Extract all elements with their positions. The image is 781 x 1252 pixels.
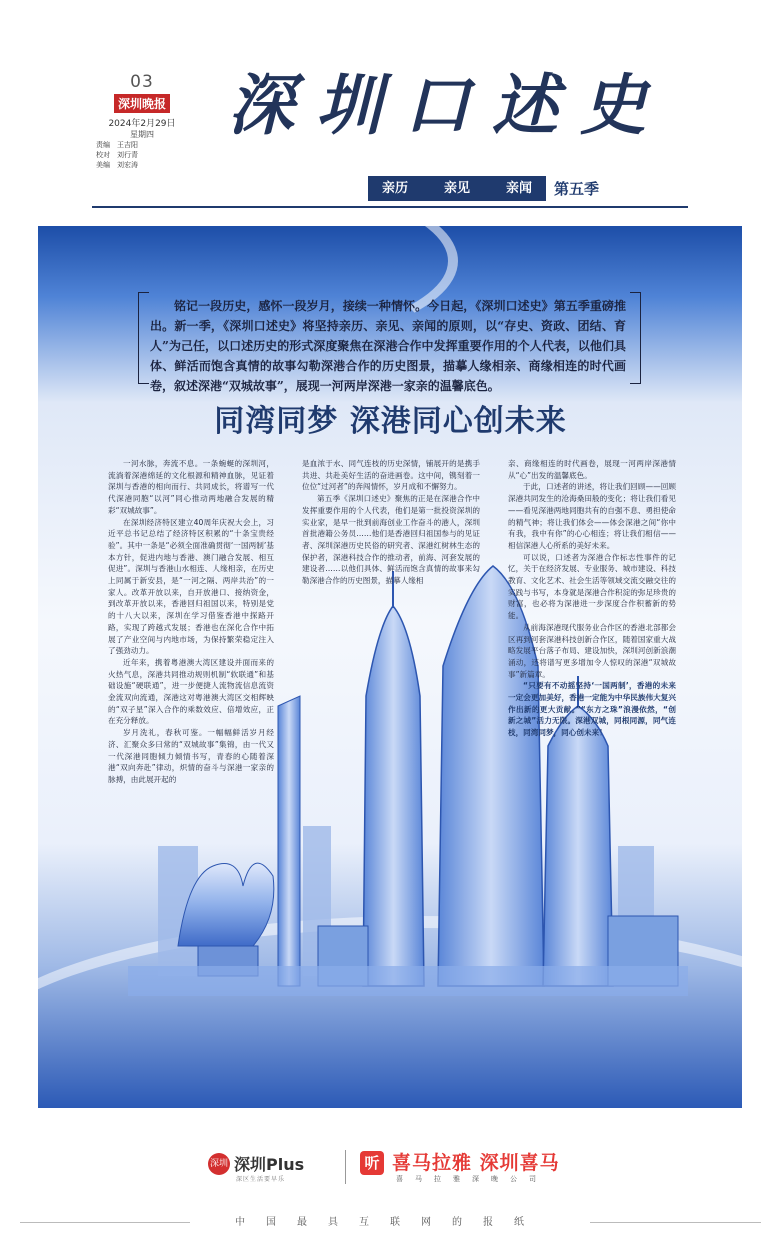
tag-item: 亲历 (382, 181, 409, 196)
credit-line: 美编 刘宏涛 (96, 161, 138, 169)
footer-slogan: 中国最具互联网的报纸 (190, 1213, 590, 1228)
editor-credits (96, 140, 190, 170)
paragraph: 第五季《深圳口述史》聚焦的正是在深港合作中发挥重要作用的个人代表，他们是第一批投资深圳的实业家，是早一批到前海创业工作奋斗的港人，深圳首批港籍公务员……他们是香港回归祖国参与的见证者、深圳深港历史民俗的研究者、深港红树林生态的保护者，深港科技合作的推动者，前海、河套发展的建设者……以他们具体、鲜活而饱含真情的故事来勾勒深港合作的历史图景，描摹人缘相 (302, 494, 480, 586)
shenzhen-plus-tagline: 深区生活要早乐 (236, 1176, 286, 1183)
ximalaya-logo-icon: 听 (360, 1151, 384, 1175)
tag-item: 亲闻 (506, 181, 533, 196)
article-column-3 (508, 458, 676, 739)
logo-divider (345, 1150, 346, 1184)
shenzhen-plus-logo-icon: 深圳 (208, 1153, 230, 1175)
paragraph: 近年来，携着粤港澳大湾区建设并面而来的火热气息，深港共同推动规则机制“软联通”和基础设施“硬联通”，进一步便捷人流物流信息流资金流双向流通，深港这对粤港澳大湾区交相辉映的“双子星”深入合作的乘数效应、倍增效应，正在充分释放。 (108, 657, 274, 726)
section-title: 深圳口述史 (228, 66, 668, 144)
ximalaya-logo-text: 喜马拉雅 深圳喜马 (392, 1152, 560, 1174)
section-tag-bar (368, 176, 599, 201)
closing-quote-paragraph: “只要有不动摇坚持‘一国两制’，香港的未来一定会更加美好，香港一定能为中华民族伟大复兴作出新的更大贡献。”“东方之珠”浪漫依然，“创新之城”活力无限。深港双城，同根同源，同气连枝，同湾同梦，同心创未来！ (508, 681, 676, 738)
paragraph: 岁月洗礼，春秋可鉴。一幅幅鲜活岁月经济、汇聚众多曰常的“双城故事”集锦，由一代又一代深港同胞倾力倾情书写，青春的心随着深港“双向奔赴”律动，炽情的奋斗与深港一家亲的脉搏，由此展开起的 (108, 728, 274, 784)
paragraph: 是血浓于水、同气连枝的历史深情，铺展开的是携手共进、共赴美好生活的奋进画卷。这中间，镌刻着一位位“过河者”的奔闯情怀，岁月成和不懈努力。 (302, 459, 480, 492)
paragraph: 于此，口述者的讲述，将让我们回顾——回顾深港共同发生的沧海桑田般的变化；将让我们看见——看见深港两地同胞共有的自强不息、勇担使命的精气神；将让我们体会——体会深港之间“你中有我，我中有你”的心心相连；将让我们相信——相信深港人心所系的美好未来。 (508, 482, 676, 550)
shenzhen-plus-logo-text: 深圳Plus (234, 1155, 305, 1174)
credit-line: 责编 王吉阳 (96, 141, 138, 149)
newspaper-brand: 深圳晚报 (114, 94, 170, 113)
paragraph: 在深圳经济特区建立40周年庆祝大会上，习近平总书记总结了经济特区积累的“十条宝贵经验”。其中一条是“必须全面准确贯彻‘一国两制’基本方针，促进内地与香港、澳门融合发展、相互促进”。深圳与香港山水相连、人缘相亲，在历史上同属于新安县，是“一河之隔、两岸共治”的一家人。改革开放以来，自开放港口、接纳资金，到改革开放以来，香港回归祖国以来，特别是党的十八大以来，深圳在学习借鉴香港中探路开路，实现了跨越式发展；香港也在深化合作中拓展了产业空间与内地市场，为保持繁荣稳定注入了强劲动力。 (108, 517, 274, 656)
issue-date: 2024年2月29日 (108, 119, 176, 129)
masthead-block (94, 72, 190, 170)
paragraph: 一河水脉，奔流不息。一条蜿蜒的深圳河，流淌着深港绵延的文化根源和精神血脉，见证着深圳与香港的相向而行、共同成长，将谱写一代代深港同胞“以河”同心推动两地融合发展的精彩“双城故事”。 (108, 459, 274, 515)
paragraph: 可以说，口述者为深港合作标志性事件的记忆，关于在经济发展、专业服务、城市建设、科技教育、文化艺术、社会生活等领域交流交融交往的实践与书写，本身就是深港合作积淀的弥足珍贵的财富，也必将为深港进一步深度合作积蓄新的势能。 (508, 552, 676, 621)
article-column-2 (302, 458, 480, 587)
intro-paragraph: 铭记一段历史，感怀一段岁月，接续一种情怀。今日起，《深圳口述史》第五季重磅推出。新一季，《深圳口述史》将坚持亲历、亲见、亲闻的原则，以“存史、资政、团结、育人”为己任，以口述历史的形式深度聚焦在深港合作中发挥重要作用的个人代表，以他们具体、鲜活而饱含真情的故事勾勒深港合作的历史图景，描摹人缘相亲、商缘相连的时代画卷，叙述深港“双城故事”，展现一河两岸深港一家亲的温馨底色。 (150, 299, 626, 393)
building (128, 966, 688, 996)
building (278, 696, 300, 986)
tag-item: 亲见 (444, 181, 471, 196)
paragraph: 从前海深港现代服务业合作区的香港北部都会区再到河套深港科技创新合作区，随着国家重大战略发展平台落子布局、建设加快，深圳河创新浪潮涌动，还将谱写更多增加令人惊叹的深港“双城故事”新篇章。 (508, 622, 676, 679)
article-column-1 (108, 458, 274, 786)
issue-weekday: 星期四 (130, 130, 154, 139)
header-rule (92, 206, 688, 208)
paragraph: 亲、商缘相连的时代画卷，展现一河两岸深港情从“心”出发的温馨底色。 (508, 459, 676, 480)
bracket-bottom-right (630, 292, 641, 384)
page-number: 03 (130, 72, 154, 92)
building (363, 606, 424, 986)
bracket-top-left (138, 292, 149, 384)
ximalaya-tagline: 喜马拉雅深晚公司 (396, 1175, 548, 1183)
article-headline: 同湾同梦 深港同心创未来 (214, 404, 567, 439)
season-label: 第五季 (554, 180, 600, 198)
tag-group (368, 176, 546, 201)
building (543, 706, 613, 986)
credit-line: 校对 刘行青 (96, 151, 138, 159)
